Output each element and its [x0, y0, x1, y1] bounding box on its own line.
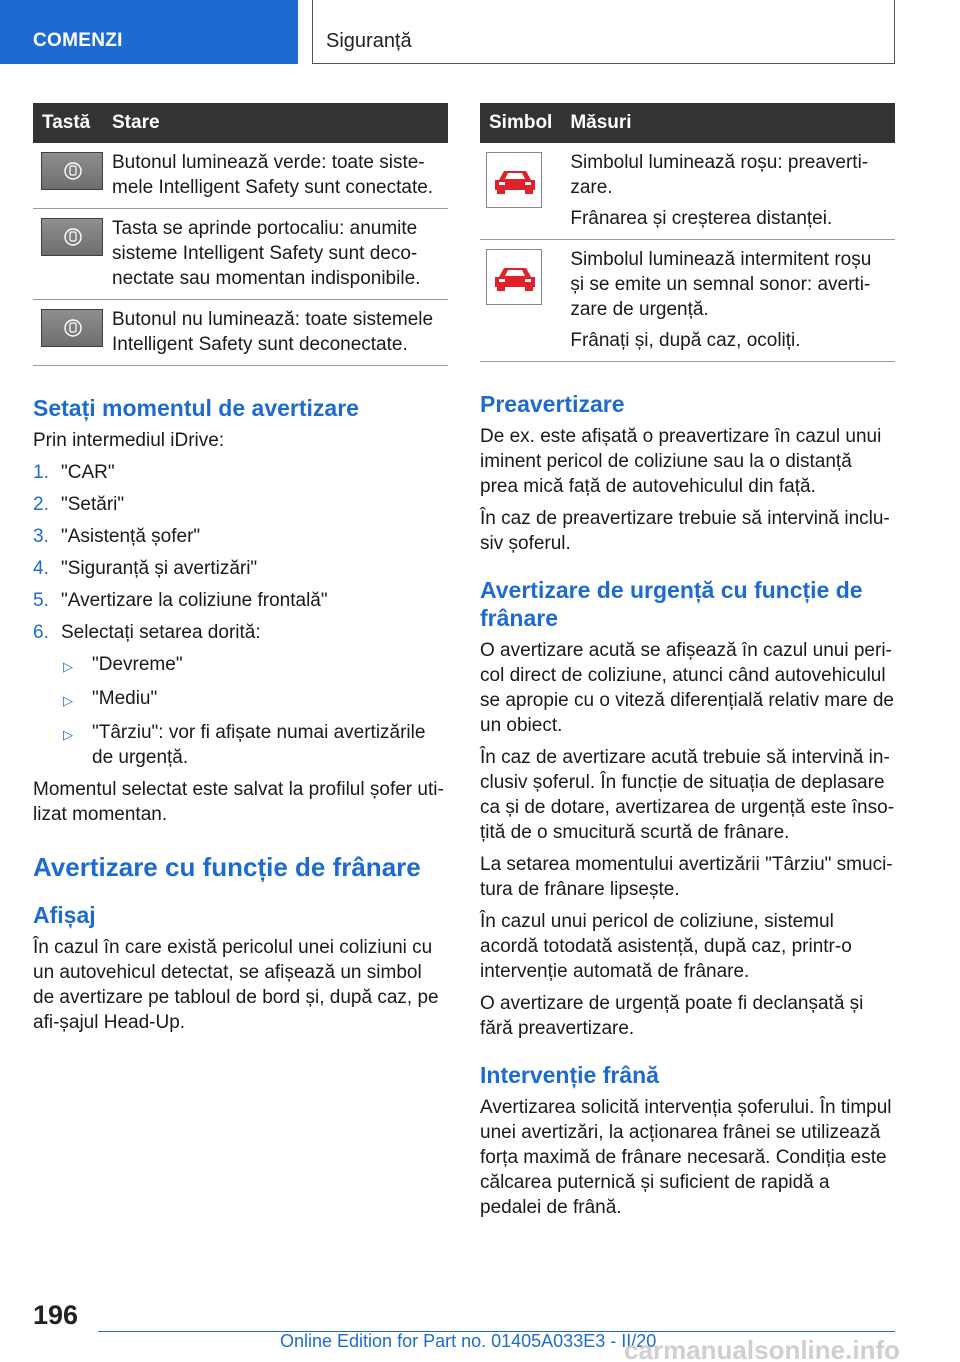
measure-text: Frânarea și creșterea distanței. — [570, 208, 833, 229]
table-row — [480, 240, 895, 362]
status-text: Butonul nu luminează: toate sistemele Intelligent Safety sunt deconectate. — [103, 300, 448, 366]
triangle-bullet-icon: ▷ — [63, 693, 73, 708]
measure-text: Frânați și, după caz, ocoliți. — [570, 330, 801, 351]
table-header-symbol: Simbol — [480, 103, 561, 143]
emergency-text: O avertizare acută se afișează în cazul unui peri-col direct de coliziune, atunci când autovehiculul se apropie cu o viteză diferențială relativ mare de un obiect. — [480, 640, 895, 736]
chapter-title: Siguranță — [326, 30, 412, 52]
table-row — [33, 143, 448, 209]
option-list — [63, 652, 448, 770]
table-row — [480, 143, 895, 240]
table-row — [33, 300, 448, 366]
section-title: COMENZI — [33, 30, 123, 51]
prewarning-text: De ex. este afișată o preavertizare în cazul unui iminent pericol de coliziune sau la o distanță prea mică față de autovehiculul din față. — [480, 426, 882, 497]
section-tab — [0, 0, 298, 64]
setting-heading: Setați momentul de avertizare — [33, 395, 359, 421]
red-car-flashing-warning-icon — [486, 249, 542, 305]
list-item: 2. "Setări" — [33, 494, 125, 515]
option-item: ▷ "Mediu" — [63, 686, 448, 713]
edition-text: Online Edition for Part no. 01405A033E3 - II/20 — [280, 1331, 657, 1351]
setting-outro: Momentul selectat este salvat la profilul șofer uti-lizat momentan. — [33, 779, 444, 825]
emergency-text: În caz de avertizare acută trebuie să intervină in-clusiv șoferul. În funcție de situația de deplasare ca și de dotare, avertizarea de urgență este înso-țită de o smucitură scurtă de frânare. — [480, 747, 895, 843]
table-header-key: Tastă — [33, 103, 103, 143]
button-status-table — [33, 103, 448, 366]
option-item: ▷ "Târziu": vor fi afișate numai avertizările de urgență. — [63, 722, 426, 768]
setting-steps — [33, 460, 448, 770]
brake-intervention-heading: Intervenție frână — [480, 1062, 659, 1088]
intelligent-safety-button-orange-icon — [41, 218, 103, 256]
emergency-text: O avertizare de urgență poate fi declanșată și fără preavertizare. — [480, 993, 864, 1039]
list-item: 1. "CAR" — [33, 462, 115, 483]
emergency-text: În cazul unui pericol de coliziune, sistemul acordă totodată asistență, după caz, printr-o intervenție automată de frânare. — [480, 911, 852, 982]
right-column — [480, 103, 895, 1227]
triangle-bullet-icon: ▷ — [63, 727, 73, 742]
left-column — [33, 103, 448, 1042]
intelligent-safety-button-off-icon — [41, 309, 103, 347]
list-item: 3. "Asistență șofer" — [33, 526, 201, 547]
list-item: 6. Selectați setarea dorită: ▷ "Devreme" ▷ "Mediu" ▷ "Târziu": vor fi afișate numai avertizările de urgență. — [33, 620, 448, 770]
measure-text: Simbolul luminează roșu: preaverti-zare. — [570, 152, 869, 198]
display-heading: Afișaj — [33, 902, 96, 928]
list-item: 5. "Avertizare la coliziune frontală" — [33, 590, 328, 611]
red-car-warning-icon — [486, 152, 542, 208]
page-number: 196 — [33, 1300, 79, 1330]
triangle-bullet-icon: ▷ — [63, 659, 73, 674]
table-row — [33, 209, 448, 300]
status-text: Butonul luminează verde: toate siste-mele Intelligent Safety sunt conectate. — [103, 143, 448, 209]
emergency-text: La setarea momentului avertizării "Târziu" smuci-tura de frânare lipsește. — [480, 854, 893, 900]
intelligent-safety-button-green-icon — [41, 152, 103, 190]
emergency-heading: Avertizare de urgență cu funcție de frânare — [480, 577, 863, 631]
table-header-status: Stare — [103, 103, 448, 143]
brake-intervention-text: Avertizarea solicită intervenția șoferului. În timpul unei avertizări, la acționarea frânei se utilizează forța maximă de frânare necesară. Condiția este călcarea puternică și suficient de rapidă a pedalei de frână. — [480, 1097, 892, 1218]
table-header-measures: Măsuri — [561, 103, 895, 143]
braking-heading: Avertizare cu funcție de frânare — [33, 852, 421, 882]
watermark: carmanualsonline.info — [624, 1335, 900, 1362]
setting-intro: Prin intermediul iDrive: — [33, 430, 225, 451]
prewarning-heading: Preavertizare — [480, 391, 625, 417]
option-item: ▷ "Devreme" — [63, 652, 448, 679]
display-text: În cazul în care există pericolul unei coliziuni cu un autovehicul detectat, se afișează un simbol de avertizare pe tabloul de bord și, după caz, pe afi-șajul Head-Up. — [33, 937, 439, 1033]
symbol-measures-table — [480, 103, 895, 362]
list-item: 4. "Siguranță și avertizări" — [33, 558, 258, 579]
chapter-tab — [312, 0, 895, 64]
status-text: Tasta se aprinde portocaliu: anumite sisteme Intelligent Safety sunt deco-nectate sau momentan indisponibile. — [103, 209, 448, 300]
prewarning-text: În caz de preavertizare trebuie să intervină inclu-siv șoferul. — [480, 508, 890, 554]
measure-text: Simbolul luminează intermitent roșu și se emite un semnal sonor: averti-zare de urgență. — [570, 249, 872, 320]
